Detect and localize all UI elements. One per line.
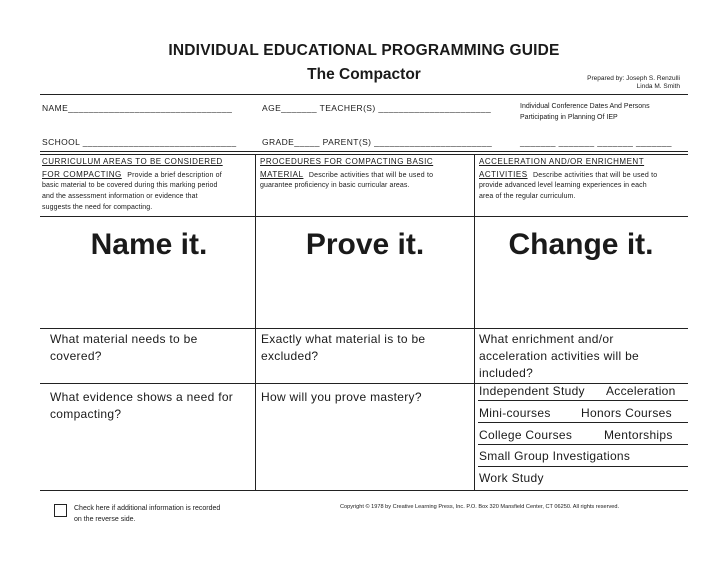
- col-divider-1: [255, 154, 256, 490]
- question-mastery: How will you prove mastery?: [261, 390, 422, 404]
- question-material-excluded: [261, 331, 425, 365]
- col3-heading-line-1: ACCELERATION AND/OR ENRICHMENT: [479, 157, 645, 166]
- form-subtitle: The Compactor: [307, 66, 421, 83]
- col3-desc-line-2: area of the regular curriculum.: [479, 193, 576, 200]
- rule-grid-bottom: [40, 490, 688, 491]
- col1-heading-line-2: FOR COMPACTING: [42, 170, 122, 179]
- prepared-by: [580, 75, 680, 91]
- question-material-covered: [50, 331, 198, 365]
- conference-label-line-2: Participating in Planning Of IEP: [520, 114, 618, 121]
- option-small-group: Small Group Investigations: [479, 449, 631, 463]
- options-rule-4: [478, 466, 688, 467]
- col1-heading-line-1: CURRICULUM AREAS TO BE CONSIDERED: [42, 157, 223, 166]
- question-material-excluded-line-2: excluded?: [261, 349, 319, 363]
- options-rule-2: [478, 422, 688, 423]
- question-material-covered-line-2: covered?: [50, 349, 102, 363]
- option-acceleration: Acceleration: [606, 384, 676, 398]
- col3-heading-line-2: ACTIVITIES: [479, 170, 528, 179]
- col-divider-2: [474, 154, 475, 490]
- question-enrichment-line-1: What enrichment and/or: [479, 332, 614, 346]
- rule-row3: [40, 383, 688, 384]
- col2-desc-inline: Describe activities that will be used to: [308, 172, 434, 179]
- col1-desc-line-3: suggests the need for compacting.: [42, 204, 153, 211]
- prepared-by-line-1: Prepared by: Joseph S. Renzulli: [587, 75, 680, 82]
- question-material-excluded-line-1: Exactly what material is to be: [261, 332, 426, 346]
- col1-description: [42, 180, 254, 213]
- question-evidence-line-2: compacting?: [50, 407, 122, 421]
- option-mini-courses: Mini-courses: [479, 406, 551, 420]
- options-rule-1: [478, 400, 688, 401]
- option-honors-courses: Honors Courses: [581, 406, 672, 420]
- rule-fields-bottom: [40, 151, 688, 152]
- additional-info-label-line-2: on the reverse side.: [74, 516, 136, 523]
- change-it-heading: Change it.: [508, 228, 654, 261]
- column-heading-curriculum: [42, 155, 254, 182]
- question-enrichment-line-2: acceleration activities will be: [479, 349, 640, 363]
- name-it-heading: Name it.: [90, 228, 208, 261]
- rule-top: [40, 94, 688, 95]
- col3-description: [479, 180, 687, 202]
- conference-dates-field[interactable]: _______ _______ _______ _______: [520, 137, 672, 147]
- question-enrichment: [479, 331, 639, 382]
- grade-parent-field[interactable]: GRADE_____ PARENT(S) _______________________: [262, 137, 493, 147]
- form-title: INDIVIDUAL EDUCATIONAL PROGRAMMING GUIDE: [168, 42, 560, 59]
- col2-heading-line-1: PROCEDURES FOR COMPACTING BASIC: [260, 157, 434, 166]
- conference-label: [520, 101, 650, 123]
- additional-info-label: [74, 503, 220, 525]
- option-work-study: Work Study: [479, 471, 544, 485]
- col1-desc-inline: Provide a brief description of: [127, 172, 222, 179]
- col2-heading-line-2: MATERIAL: [260, 170, 304, 179]
- prove-it-heading: Prove it.: [305, 228, 425, 261]
- conference-label-line-1: Individual Conference Dates And Persons: [520, 103, 650, 110]
- column-heading-acceleration: [479, 155, 687, 182]
- additional-info-label-line-1: Check here if additional information is recorded: [74, 505, 221, 512]
- school-field[interactable]: SCHOOL ______________________________: [42, 137, 237, 147]
- rule-row2: [40, 328, 688, 329]
- rule-row1: [40, 216, 688, 217]
- prepared-by-line-2: Linda M. Smith: [636, 83, 680, 90]
- col2-desc-line-1: guarantee proficiency in basic curricular areas.: [260, 182, 410, 189]
- name-field[interactable]: NAME________________________________: [42, 103, 233, 113]
- options-rule-3: [478, 444, 688, 445]
- col3-desc-inline: Describe activities that will be used to: [533, 172, 658, 179]
- col2-description: [260, 180, 472, 191]
- question-material-covered-line-1: What material needs to be: [50, 332, 198, 346]
- col1-desc-line-1: basic material to be covered during this marking period: [42, 182, 218, 189]
- col1-desc-line-2: and the assessment information or evidence that: [42, 193, 198, 200]
- column-heading-procedures: [260, 155, 472, 182]
- question-enrichment-line-3: included?: [479, 366, 534, 380]
- option-mentorships: Mentorships: [604, 428, 673, 442]
- question-evidence: [50, 389, 233, 423]
- age-teacher-field[interactable]: AGE_______ TEACHER(S) ______________________: [262, 103, 492, 113]
- option-independent-study: Independent Study: [479, 384, 585, 398]
- copyright-notice: Copyright © 1978 by Creative Learning Press, Inc. P.O. Box 320 Mansfield Center, CT 06250. All rights reserved.: [340, 504, 620, 510]
- question-evidence-line-1: What evidence shows a need for: [50, 390, 234, 404]
- col3-desc-line-1: provide advanced level learning experiences in each: [479, 182, 647, 189]
- additional-info-checkbox[interactable]: [54, 504, 67, 517]
- option-college-courses: College Courses: [479, 428, 573, 442]
